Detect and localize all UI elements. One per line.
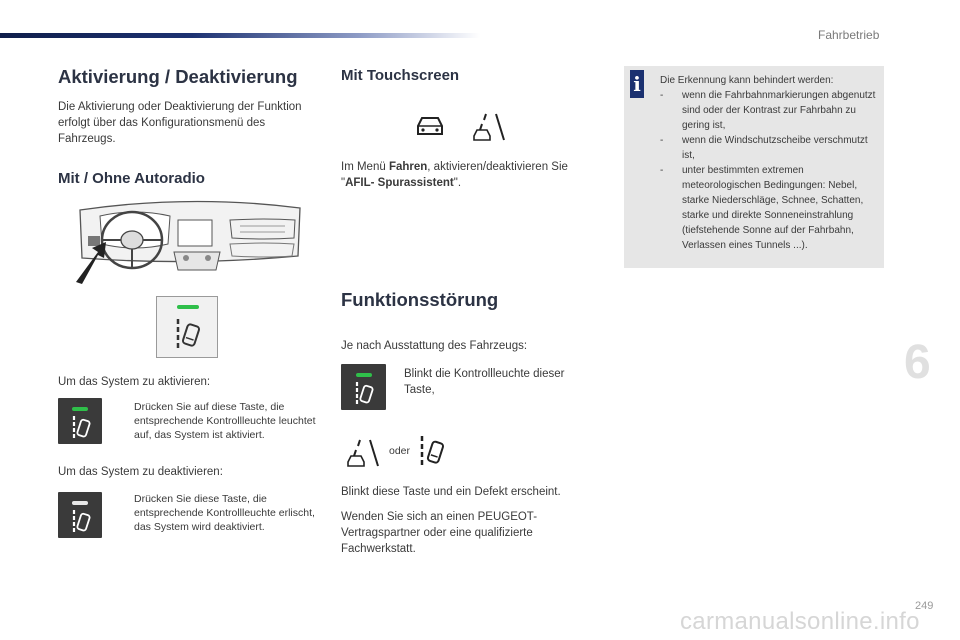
info-item: - wenn die Fahrbahnmarkierungen abgenutzt sind oder der Kontrast zur Fahrbahn zu gering ist, [660,90,876,131]
lane-assist-icon [173,317,203,351]
lane-departure-icon [346,438,380,468]
lane-assist-icon [353,381,375,407]
info-icon: i [630,70,644,98]
intro-text: Die Aktivierung oder Deaktivierung der Funktion erfolgt über das Konfigurationsmenü des Fahrzeugs. [58,101,302,145]
activate-text: Drücken Sie auf diese Taste, die entsprechende Kontrollleuchte leuchtet auf, das System ist aktiviert. [134,401,316,441]
menu-instruction: Im Menü Fahren, aktivieren/deaktivieren Sie "AFIL- Spurassistent". [341,161,568,189]
chapter-number: 6 [904,336,931,389]
info-list [660,73,882,253]
fault-defect-text: Blinkt diese Taste und ein Defekt erscheint. [341,486,561,498]
page-number: 249 [915,600,934,612]
lane-assist-button-blink [341,364,386,410]
info-item: - unter bestimmten extremen meteorologischen Bedingungen: Nebel, starke Niederschläge, Schnee, Schatten, starke und direkte Sonneneinstrahlung (tiefstehende Sonne auf der Fahrbahn, Verlassen eines Tunnels ...). [660,165,864,251]
lane-assist-icon [70,415,92,441]
section-title: Fahrbetrieb [818,28,880,42]
dashboard-illustration [70,196,310,286]
lane-departure-icon [472,112,506,142]
header-gradient-bar [0,33,480,38]
touchscreen-title: Mit Touchscreen [341,67,460,84]
info-intro: Die Erkennung kann behindert werden: [660,75,834,86]
car-icon [414,114,446,138]
deactivate-text: Drücken Sie diese Taste, die entsprechende Kontrollleuchte erlischt, das System wird deaktiviert. [134,493,315,533]
fault-title: Funktionsstörung [341,289,499,310]
lane-assist-button-off [58,492,102,538]
lane-assist-button-on [58,398,102,444]
fault-intro: Je nach Ausstattung des Fahrzeugs: [341,340,528,352]
or-label: oder [389,445,411,457]
lane-assist-icon [418,434,448,470]
lane-assist-icon [70,509,92,535]
page-title: Aktivierung / Deaktivierung [58,66,298,87]
deactivate-label: Um das System zu deaktivieren: [58,466,223,478]
subtitle-autoradio: Mit / Ohne Autoradio [58,170,205,187]
activate-label: Um das System zu aktivieren: [58,376,211,388]
watermark: carmanualsonline.info [680,608,920,635]
fault-contact-text: Wenden Sie sich an einen PEUGEOT-Vertragspartner oder eine qualifizierte Fachwerkstatt. [341,511,538,555]
info-item: - wenn die Windschutzscheibe verschmutzt ist, [660,135,868,161]
lane-assist-button-large [156,296,218,358]
fault-blink-text: Blinkt die Kontrollleuchte dieser Taste, [404,368,565,396]
